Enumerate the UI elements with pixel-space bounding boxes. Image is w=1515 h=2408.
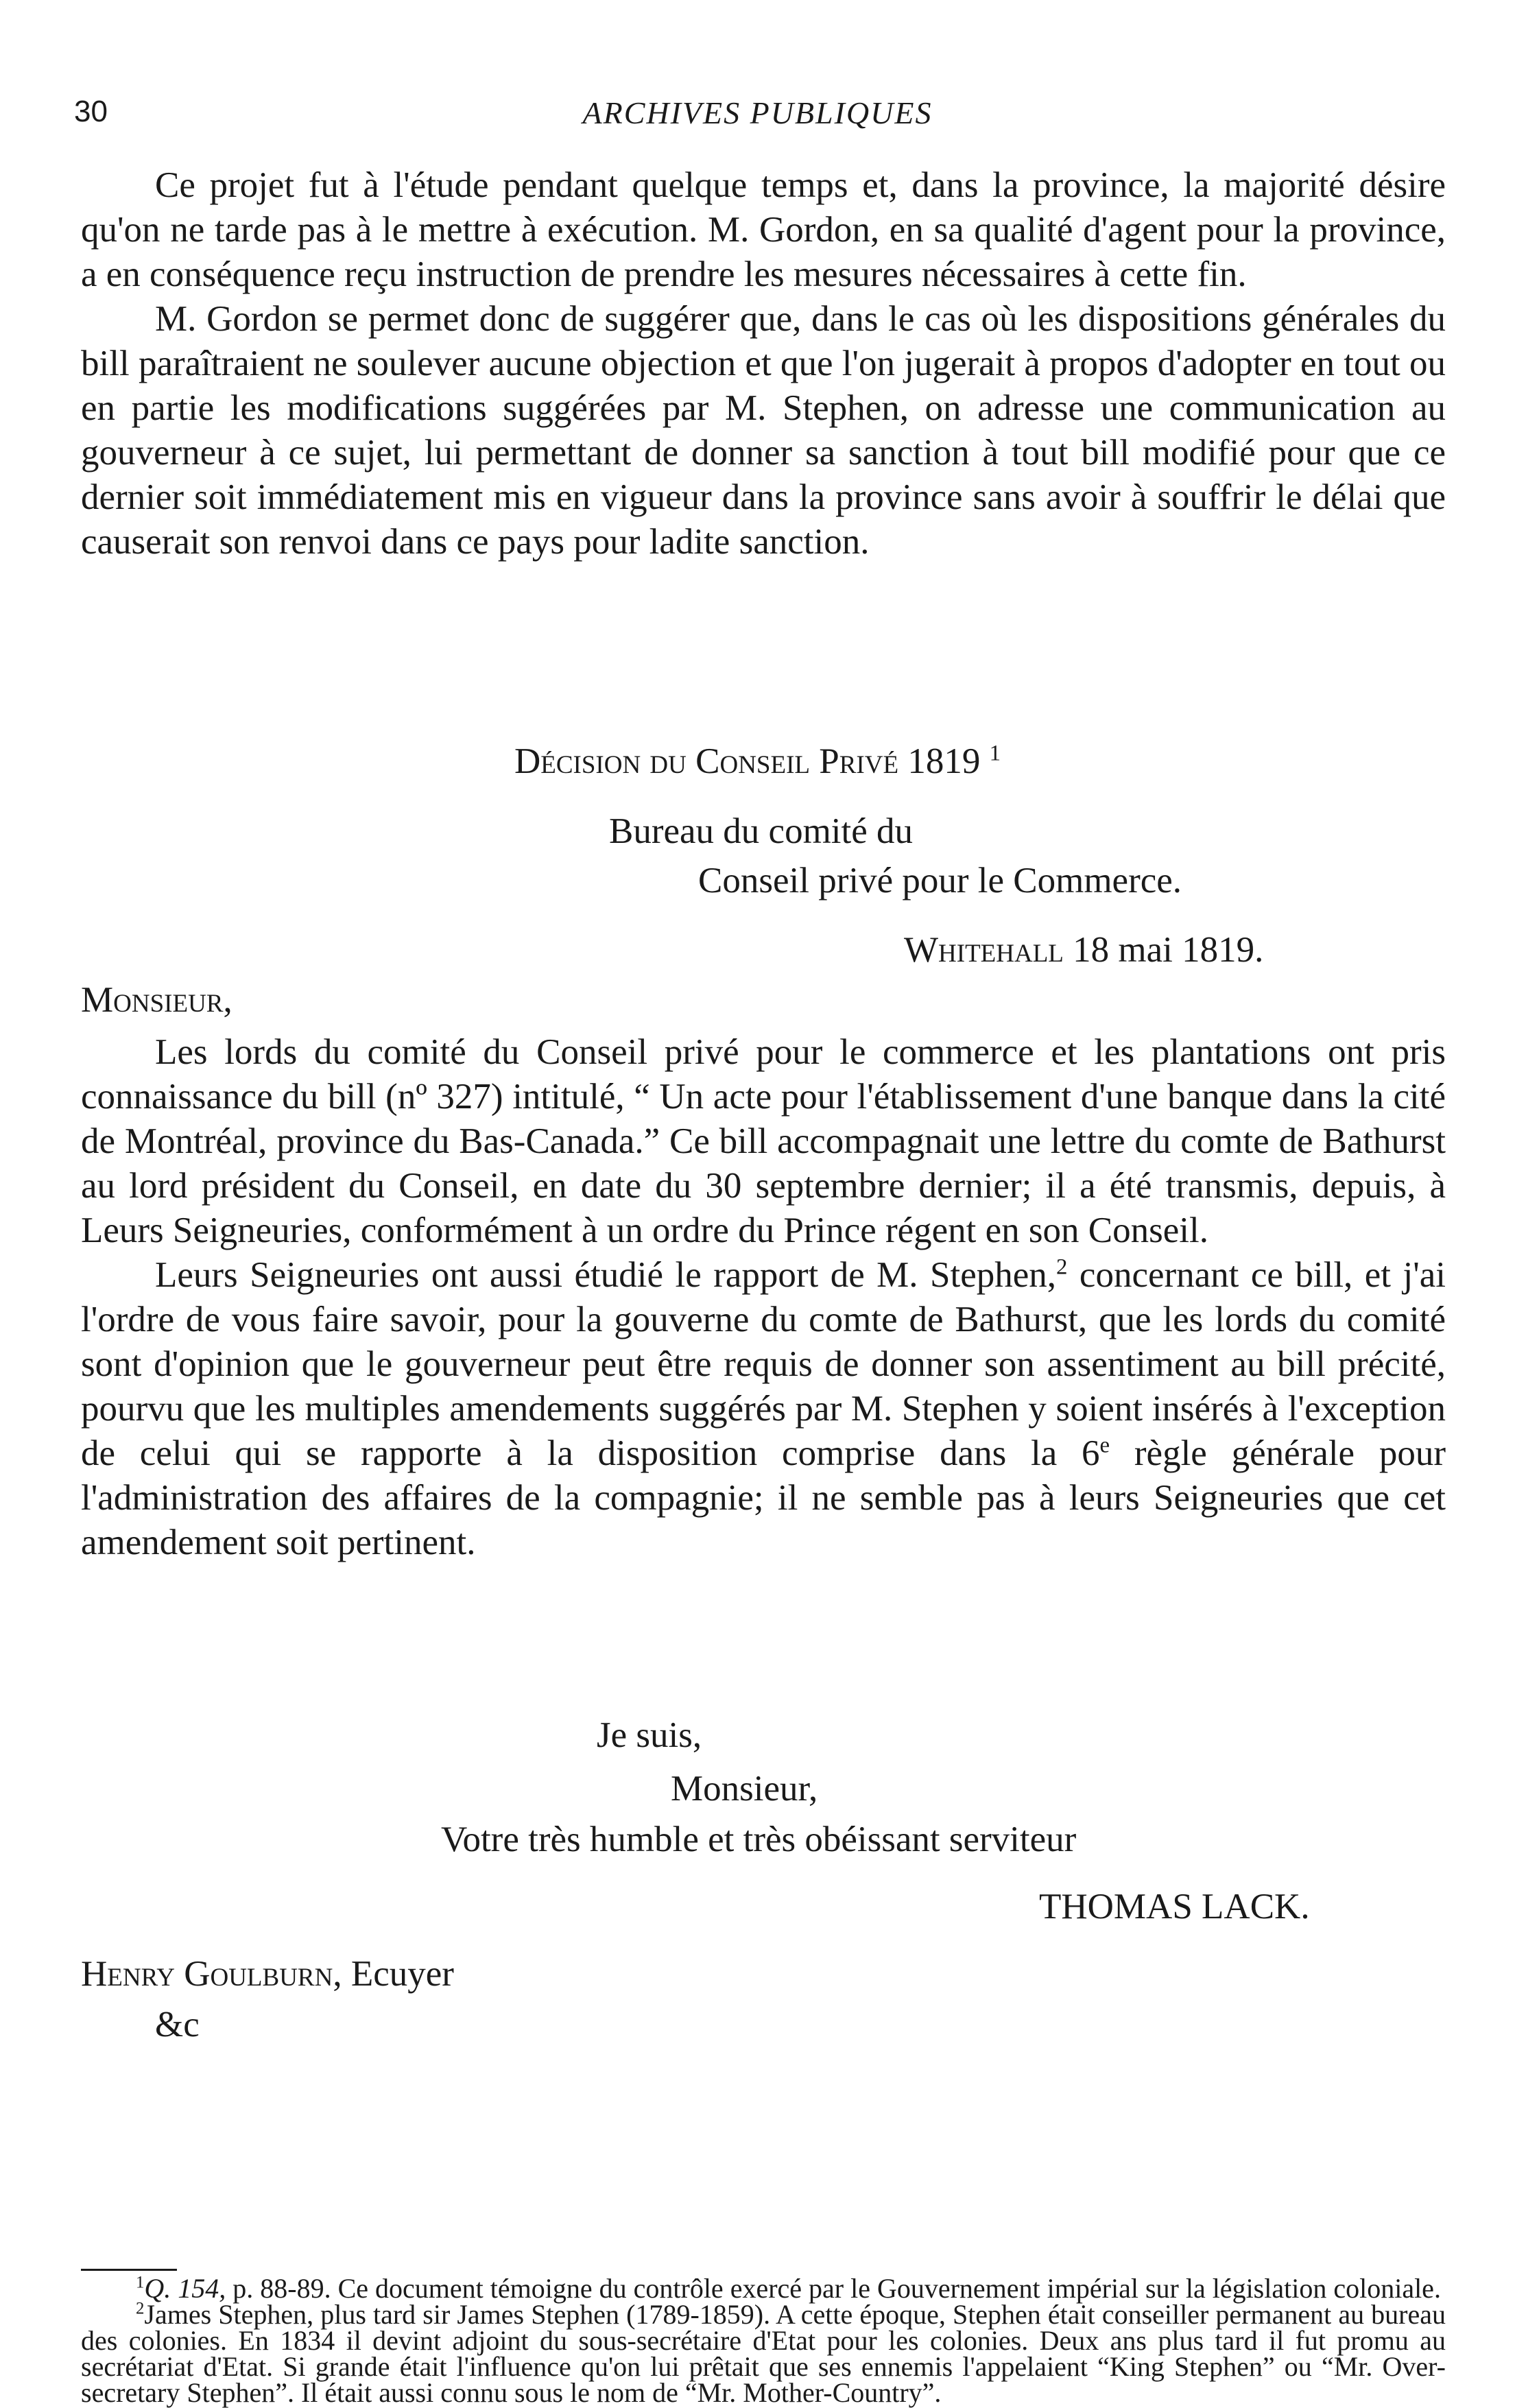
office-line-2: Conseil privé pour le Commerce.	[698, 861, 1182, 901]
intro-paragraph-1: Ce projet fut à l'étude pendant quelque temps et, dans la province, la majorité désire qu'on ne tarde pas à le mettre à exécution. M. Gordon, en sa qualité d'agent pour la province, a en conséquence reçu instruction de prendre les mesures nécessaires à cette fin.	[81, 165, 1446, 294]
signature: THOMAS LACK.	[1039, 1887, 1310, 1927]
addressee-name: Henry Goulburn	[81, 1954, 333, 1994]
letter-heading-text: Décision du Conseil Privé 1819	[514, 741, 981, 781]
running-title: ARCHIVES PUBLIQUES	[582, 95, 933, 130]
dateline	[904, 929, 1263, 970]
letter-paragraph-2-a: Leurs Seigneuries ont aussi étudié le rapport de M. Stephen,	[155, 1255, 1057, 1295]
closing-line-2: Monsieur,	[671, 1769, 818, 1809]
footnote-2-text: James Stephen, plus tard sir James Stephen (1789-1859). A cette époque, Stephen était conseiller permanent au bureau des colonies. En 1834 il devint adjoint du sous-secrétaire d'Etat pour les colonies. Deux ans plus tard il fut promu au secrétariat d'Etat. Si grande était l'influence qu'on lui prêtait que ses ennemis l'appelaient “King Stephen” ou “Mr. Over-secretary Stephen”. Il était aussi connu sous le nom de “Mr. Mother-Country”.	[81, 2299, 1446, 2408]
footnote-ref-2: 2	[1056, 1254, 1068, 1280]
dateline-date: 18 mai 1819.	[1073, 930, 1264, 970]
page-number: 30	[74, 95, 108, 128]
footnote-1-marker: 1	[136, 2273, 145, 2292]
letter-paragraph-1: Les lords du comité du Conseil privé pour le commerce et les plantations ont pris connaissance du bill (nº 327) intitulé, “ Un acte pour l'établissement d'une banque dans la cité de Montréal, province du Bas-Canada.” Ce bill accompagnait une lettre du comte de Bathurst au lord président du Conseil, en date du 30 septembre dernier; il a été transmis, depuis, à Leurs Seigneuries, conformément à un ordre du Prince régent en son Conseil.	[81, 1032, 1446, 1250]
footnote-1	[81, 2273, 1446, 2304]
letter-paragraph-2-c: règle générale pour l'administration des affaires de la compagnie; il ne semble pas à leurs Seigneuries que cet amendement soit pertinent.	[81, 1433, 1446, 1562]
letter-paragraph-2-b: concernant ce bill, et j'ai l'ordre de vous faire savoir, pour la gouverne du comte de Bathurst, que les lords du comité sont d'opinion que le gouverneur peut être requis de donner son assentiment au bill précité, pourvu que les multiples amendements suggérés par M. Stephen y soient insérés à l'exception de celui qui se rapporte à la disposition comprise dans la 6	[81, 1255, 1446, 1473]
intro-paragraph-2: M. Gordon se permet donc de suggérer que, dans le cas où les dispositions générales du bill paraîtraient ne soulever aucune objection et que l'on jugerait à propos d'adopter en tout ou en partie les modifications suggérées par M. Stephen, on adresse une communication au gouverneur à ce sujet, lui permettant de donner sa sanction à tout bill modifié pour que ce dernier soit immédiatement mis en vigueur dans la province sans avoir à souffrir le délai que causerait son renvoi dans ce pays pour ladite sanction.	[81, 299, 1446, 562]
closing-line-3: Votre très humble et très obéissant serviteur	[441, 1820, 1077, 1859]
footnote-2-marker: 2	[136, 2299, 145, 2318]
footnote-1-source: Q. 154,	[144, 2273, 226, 2304]
footnote-ref-1: 1	[989, 741, 1001, 766]
closing-line-1: Je suis,	[597, 1715, 702, 1755]
dateline-place: Whitehall	[904, 930, 1064, 970]
footnote-2	[81, 2299, 1446, 2408]
office-line-1: Bureau du comité du	[609, 811, 914, 851]
addressee	[81, 1953, 454, 1994]
letter-paragraph-2	[81, 1253, 1446, 1565]
footnotes	[81, 2273, 1446, 2408]
letter-body	[81, 1030, 1446, 1565]
letter-heading	[0, 741, 1515, 782]
footnote-divider	[81, 2269, 177, 2271]
addressee-title: , Ecuyer	[333, 1954, 454, 1994]
addressee-etc: &c	[155, 2005, 200, 2045]
footnote-1-text: p. 88-89. Ce document témoigne du contrôle exercé par le Gouvernement impérial sur la législation coloniale.	[226, 2273, 1441, 2304]
ordinal-superscript: e	[1099, 1433, 1110, 1458]
intro-text	[81, 163, 1446, 564]
salutation: Monsieur,	[81, 980, 232, 1020]
